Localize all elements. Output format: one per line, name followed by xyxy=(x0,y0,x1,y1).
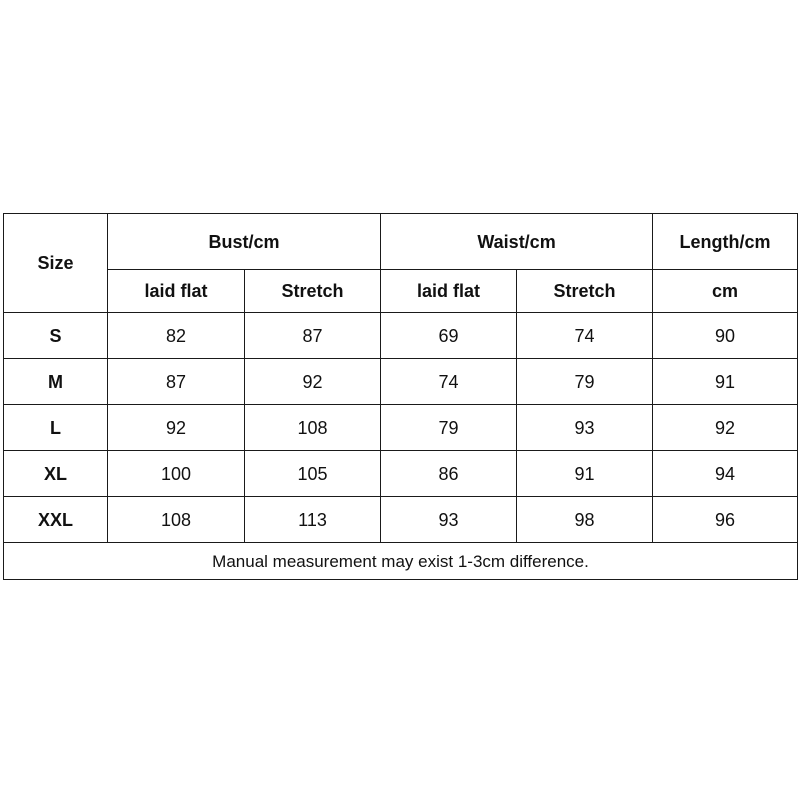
bust-laid-flat-cell: 87 xyxy=(108,359,245,405)
header-row-groups xyxy=(4,214,798,270)
waist-stretch-cell: 79 xyxy=(517,359,653,405)
bust-laid-flat-cell: 108 xyxy=(108,497,245,543)
bust-laid-flat-header: laid flat xyxy=(108,270,245,313)
bust-stretch-cell: 105 xyxy=(245,451,381,497)
table-row xyxy=(4,405,798,451)
length-cm-header: cm xyxy=(653,270,798,313)
measurement-note: Manual measurement may exist 1-3cm difference. xyxy=(4,543,798,580)
size-cell: XXL xyxy=(4,497,108,543)
bust-stretch-cell: 92 xyxy=(245,359,381,405)
table-row xyxy=(4,497,798,543)
size-cell: L xyxy=(4,405,108,451)
size-header: Size xyxy=(4,214,108,313)
waist-laid-flat-cell: 69 xyxy=(381,313,517,359)
bust-header: Bust/cm xyxy=(108,214,381,270)
waist-laid-flat-cell: 74 xyxy=(381,359,517,405)
waist-stretch-cell: 91 xyxy=(517,451,653,497)
length-cell: 90 xyxy=(653,313,798,359)
waist-stretch-cell: 74 xyxy=(517,313,653,359)
waist-header: Waist/cm xyxy=(381,214,653,270)
bust-laid-flat-cell: 92 xyxy=(108,405,245,451)
length-cell: 94 xyxy=(653,451,798,497)
length-cell: 91 xyxy=(653,359,798,405)
size-cell: M xyxy=(4,359,108,405)
bust-stretch-header: Stretch xyxy=(245,270,381,313)
table-row xyxy=(4,451,798,497)
size-cell: S xyxy=(4,313,108,359)
waist-stretch-cell: 98 xyxy=(517,497,653,543)
bust-stretch-cell: 87 xyxy=(245,313,381,359)
length-cell: 92 xyxy=(653,405,798,451)
bust-laid-flat-cell: 100 xyxy=(108,451,245,497)
header-row-subs xyxy=(4,270,798,313)
length-header: Length/cm xyxy=(653,214,798,270)
table-row xyxy=(4,359,798,405)
bust-stretch-cell: 108 xyxy=(245,405,381,451)
size-chart-table xyxy=(3,213,798,580)
length-cell: 96 xyxy=(653,497,798,543)
waist-laid-flat-header: laid flat xyxy=(381,270,517,313)
waist-laid-flat-cell: 79 xyxy=(381,405,517,451)
size-cell: XL xyxy=(4,451,108,497)
waist-laid-flat-cell: 86 xyxy=(381,451,517,497)
note-row xyxy=(4,543,798,580)
table-row xyxy=(4,313,798,359)
waist-laid-flat-cell: 93 xyxy=(381,497,517,543)
bust-stretch-cell: 113 xyxy=(245,497,381,543)
waist-stretch-cell: 93 xyxy=(517,405,653,451)
bust-laid-flat-cell: 82 xyxy=(108,313,245,359)
waist-stretch-header: Stretch xyxy=(517,270,653,313)
